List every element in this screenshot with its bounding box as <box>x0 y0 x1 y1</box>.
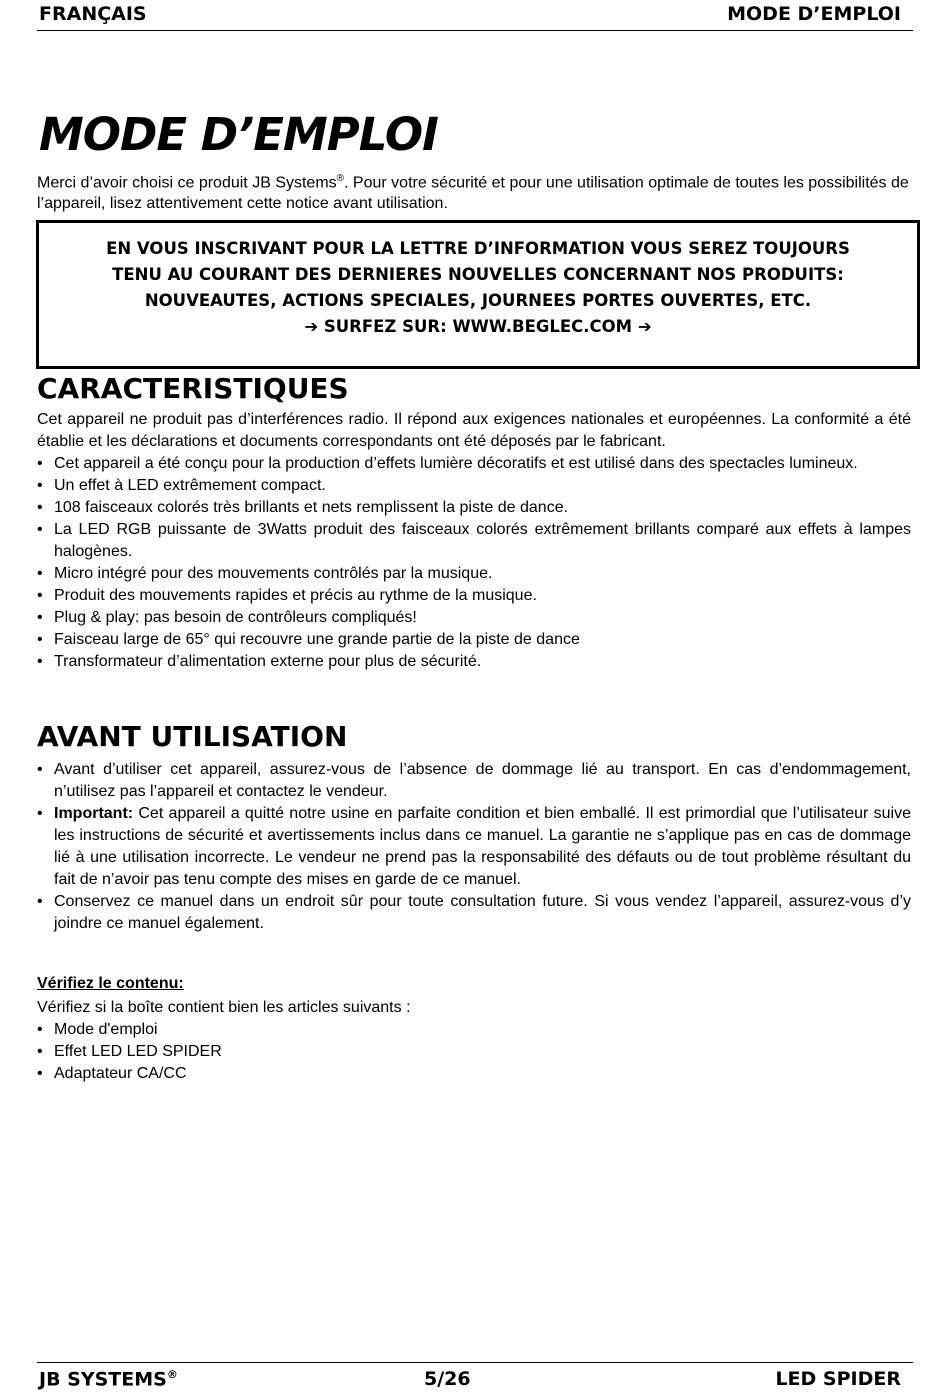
list-item: • Cet appareil a été conçu pour la production d’effets lumière décoratifs et est utilisé dans des spectacles lumineux. <box>37 455 858 472</box>
list-item: • Conservez ce manuel dans un endroit sûr pour toute consultation future. Si vous vendez l’appareil, assurez-vous d’y joindre ce manuel également. <box>37 893 911 932</box>
footer-brand: JB SYSTEMS® <box>39 1368 178 1391</box>
important-label: Important: <box>54 805 134 822</box>
list-item: • Effet LED LED SPIDER <box>37 1043 222 1060</box>
list-item: • Un effet à LED extrêmement compact. <box>37 477 326 494</box>
contenu-paragraph: Vérifiez si la boîte contient bien les articles suivants : <box>37 999 411 1016</box>
caracteristiques-paragraph: Cet appareil ne produit pas d’interférences radio. Il répond aux exigences nationales et européennes. La conformité a été établie et les déclarations et documents correspondants ont été déposés par le fabricant. <box>37 411 911 450</box>
caracteristiques-heading: CARACTERISTIQUES <box>37 372 349 405</box>
intro-text-2: . Pour votre sécurité et pour une utilisation optimale de toutes les possibilités de l’appareil, lisez attentivement cette notice avant utilisation. <box>37 174 909 213</box>
footer-registered-mark: ® <box>166 1368 178 1381</box>
list-item: • Adaptateur CA/CC <box>37 1065 187 1082</box>
intro-paragraph <box>37 168 911 214</box>
header-section: MODE D’EMPLOI <box>727 3 901 25</box>
list-item: • Plug & play: pas besoin de contrôleurs compliqués! <box>37 609 417 626</box>
list-item: • Produit des mouvements rapides et précis au rythme de la musique. <box>37 587 537 604</box>
list-item: • Mode d'emploi <box>37 1021 158 1038</box>
header-language: FRANÇAIS <box>39 3 147 25</box>
registered-mark: ® <box>336 173 345 184</box>
avant-utilisation-heading: AVANT UTILISATION <box>37 720 348 753</box>
page-footer <box>37 1362 913 1395</box>
list-item: • Important: Cet appareil a quitté notre usine en parfaite condition et bien emballé. Il est primordial que l’utilisateur suive les instructions de sécurité et avertissements inclus dans ce manuel. La garantie ne s’applique pas en cas de dommage lié à une utilisation incorrecte. Le vendeur ne prend pas la responsabilité des défauts ou de tout problème résultant du fait de n’avoir pas tenu compte des mises en garde de ce manuel. <box>37 805 911 888</box>
caracteristiques-list <box>37 453 911 673</box>
avant-utilisation-list <box>37 759 911 935</box>
notice-line-2: TENU AU COURANT DES DERNIERES NOUVELLES CONCERNANT NOS PRODUITS: <box>112 265 844 284</box>
notice-line-4: ➔ SURFEZ SUR: WWW.BEGLEC.COM ➔ <box>304 317 652 336</box>
page-header <box>37 0 913 31</box>
intro-text-1: Merci d’avoir choisi ce produit JB Systems <box>37 174 337 192</box>
list-item: • Avant d’utiliser cet appareil, assurez-vous de l’absence de dommage lié au transport. En cas d’endommagement, n’utilisez pas l’appareil et contactez le vendeur. <box>37 761 911 800</box>
list-item: • Transformateur d’alimentation externe pour plus de sécurité. <box>37 653 482 670</box>
footer-product: LED SPIDER <box>775 1368 901 1390</box>
page-title: MODE D’EMPLOI <box>39 108 438 161</box>
page-number: 5/26 <box>424 1368 471 1390</box>
newsletter-notice-box <box>36 220 920 369</box>
list-item: • Micro intégré pour des mouvements contrôlés par la musique. <box>37 565 493 582</box>
list-item: • Faisceau large de 65° qui recouvre une grande partie de la piste de dance <box>37 631 580 648</box>
contenu-heading: Vérifiez le contenu: <box>37 975 184 992</box>
list-item: • 108 faisceaux colorés très brillants et nets remplissent la piste de dance. <box>37 499 569 516</box>
notice-line-3: NOUVEAUTES, ACTIONS SPECIALES, JOURNEES PORTES OUVERTES, ETC. <box>144 291 812 310</box>
contenu-list <box>37 1019 911 1085</box>
list-item: • La LED RGB puissante de 3Watts produit des faisceaux colorés extrêmement brillants comparé aux effets à lampes halogènes. <box>37 521 911 560</box>
notice-line-1: EN VOUS INSCRIVANT POUR LA LETTRE D’INFORMATION VOUS SEREZ TOUJOURS <box>106 239 850 258</box>
